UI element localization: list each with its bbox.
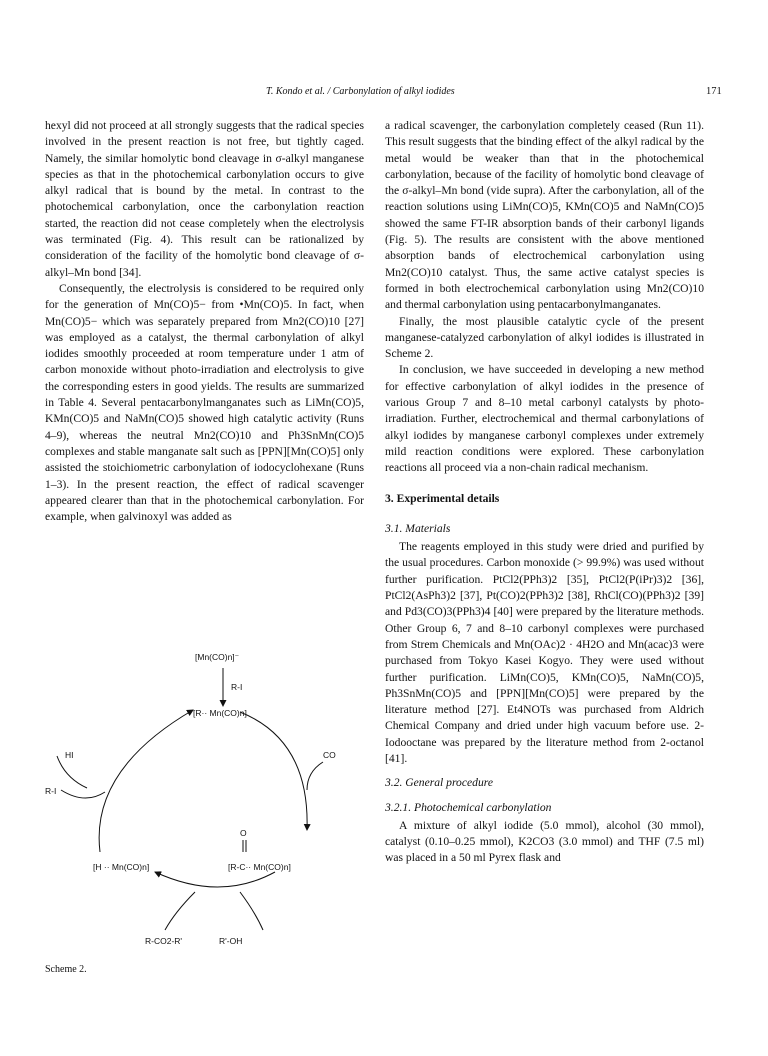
body-paragraph: A mixture of alkyl iodide (5.0 mmol), alcohol (30 mmol), catalyst (0.10–0.25 mmol), K2CO3 (3.0 mmol) and THF (7.5 ml) was placed in a 50 ml Pyrex flask and [385, 818, 704, 865]
acyl-oxygen-label: O [240, 828, 247, 838]
left-column [45, 118, 364, 525]
reagent-label-ri: R-I [231, 682, 243, 692]
arrow-alcoholysis [155, 872, 275, 887]
subsection-heading: 3.2. General procedure [385, 776, 493, 790]
arrow-alcohol-entry [240, 892, 263, 930]
arrow-hi-release [57, 756, 87, 788]
subsubsection-heading: 3.2.1. Photochemical carbonylation [385, 800, 552, 814]
complex-label-acyl: [R-C·· Mn(CO)n] [228, 862, 291, 872]
byproduct-label-hi: HI [65, 750, 74, 760]
right-column [385, 118, 704, 867]
arrow-co-entry [307, 762, 323, 790]
scheme-arrows [45, 640, 365, 960]
reagent-label-ri-left: R-I [45, 786, 57, 796]
reagent-label-alcohol: R'-OH [219, 936, 243, 946]
arrow-ri-entry [61, 790, 105, 798]
body-paragraph: Consequently, the electrolysis is considered to be required only for the generation of Mn(CO)5− from •Mn(CO)5. In fact, when Mn(CO)5− which was separately prepared from Mn2(CO)10 [27] was employed as a catalyst, the thermal carbonylation of alkyl iodides smoothly proceeded at room temperature under 1 atm of carbon monoxide without photo-irradiation and electrolysis to give the corresponding esters in good yields. The results are summarized in Table 4. Several pentacarbonylmanganates such as LiMn(CO)5, KMn(CO)5 and NaMn(CO)5 showed high catalytic activity (Runs 4–9), whereas the neutral Mn2(CO)10 and Ph3SnMn(CO)5 complexes and stable manganate salt such as [PPN][Mn(CO)5] only assisted the stoichiometric carbonylation of iodocyclohexane (Runs 1–3). In the present reaction, the effect of radical scavenger appeared clearer than that in the photochemical carbonylation. For example, when galvinoxyl was added as [45, 281, 364, 524]
arrow-co-insertion [240, 712, 307, 830]
body-paragraph: In conclusion, we have succeeded in developing a new method for effective carbonylation of alkyl iodides in the presence of various Group 7 and 8–10 metal carbonyl catalysts by photo-irradiation. Further, electrochemical and thermal carbonylations of alkyl iodides by manganese carbonyl complexes under extremely mild reaction conditions were explored. These carbonylation reactions all proceed via a non-chain radical mechanism. [385, 363, 704, 475]
arrow-ester-release [165, 892, 195, 930]
product-label-ester: R-CO2-R' [145, 936, 183, 946]
subsection-heading: 3.1. Materials [385, 521, 451, 535]
page-number: 171 [706, 86, 722, 97]
reagent-label-co: CO [323, 750, 336, 760]
body-paragraph: a radical scavenger, the carbonylation completely ceased (Run 11). This result suggests that the binding effect of the alkyl radical by the metal would be weaker than that in the photochemical carbonylation, because of the facility of homolytic bond cleavage of the σ-alkyl–Mn bond (vide supra). After the carbonylation, all of the reaction solutions using LiMn(CO)5, KMn(CO)5 and NaMn(CO)5 showed the same FT-IR absorption bands of their carbonyl ligands (Fig. 5). The results are consistent with the above mentioned absorption bands of electrochemical carbonylation using Mn2(CO)10 catalyst. Thus, the same active catalyst species is formed in both electrochemical carbonylation using Mn2(CO)10 and thermal carbonylation using pentacarbonylmanganates. [385, 119, 704, 312]
scheme-2-diagram [45, 640, 365, 980]
body-paragraph: The reagents employed in this study were dried and purified by the usual procedures. Carbon monoxide (> 99.9%) was used without further purification. PtCl2(PPh3)2 [35], PtCl2(P(iPr)3)2 [36], PtCl2(AsPh3)2 [37], Pt(CO)2(PPh3)2 [38], RhCl(CO)(PPh3)2 [39] and Pd3(CO)3(PPh3)4 [40] were prepared by the literature methods. Other Group 6, 7 and 8–10 carbonyl complexes were purchased from Strem Chemicals and Mn(OAc)2 · 4H2O and Mn(acac)3 were purchased from Tokyo Kasei Kogyo. They were used without further purification. LiMn(CO)5, KMn(CO)5, NaMn(CO)5, Ph3SnMn(CO)5 and [PPN][Mn(CO)5] were prepared by the literature method [27]. Et4NOTs was purchased from Aldrich Chemical Company and dried under high vacuum before use. 2-Iodooctane was prepared by the literature method from 2-octanol [41]. [385, 540, 704, 765]
section-heading: 3. Experimental details [385, 491, 500, 505]
page-header [0, 86, 768, 104]
scheme-caption: Scheme 2. [45, 964, 87, 975]
body-paragraph: Finally, the most plausible catalytic cycle of the present manganese-catalyzed carbonylation of alkyl iodides is illustrated in Scheme 2. [385, 314, 704, 361]
running-title: T. Kondo et al. / Carbonylation of alkyl iodides [266, 86, 455, 97]
arrow-oxidative-addition [99, 710, 193, 852]
precursor-label: [Mn(CO)n]⁻ [195, 652, 240, 662]
complex-label-hydride: [H ·· Mn(CO)n] [93, 862, 150, 872]
body-paragraph: hexyl did not proceed at all strongly suggests that the radical species involved in the present reaction is not free, but tightly caged. Namely, the similar homolytic bond cleavage in σ-alkyl manganese species as that in the photochemical carbonylation occurs to give alkyl radical that is bound by the metal. In contrast to the photochemical carbonylation, once the carbonylation reaction started, the reaction did not cease completely when the electrolysis was terminated (Fig. 4). This result can be rationalized by consideration of the facility of the homolytic bond cleavage of σ-alkyl–Mn bond [34]. [45, 119, 364, 279]
complex-label-alkyl: [R·· Mn(CO)n] [193, 708, 247, 718]
